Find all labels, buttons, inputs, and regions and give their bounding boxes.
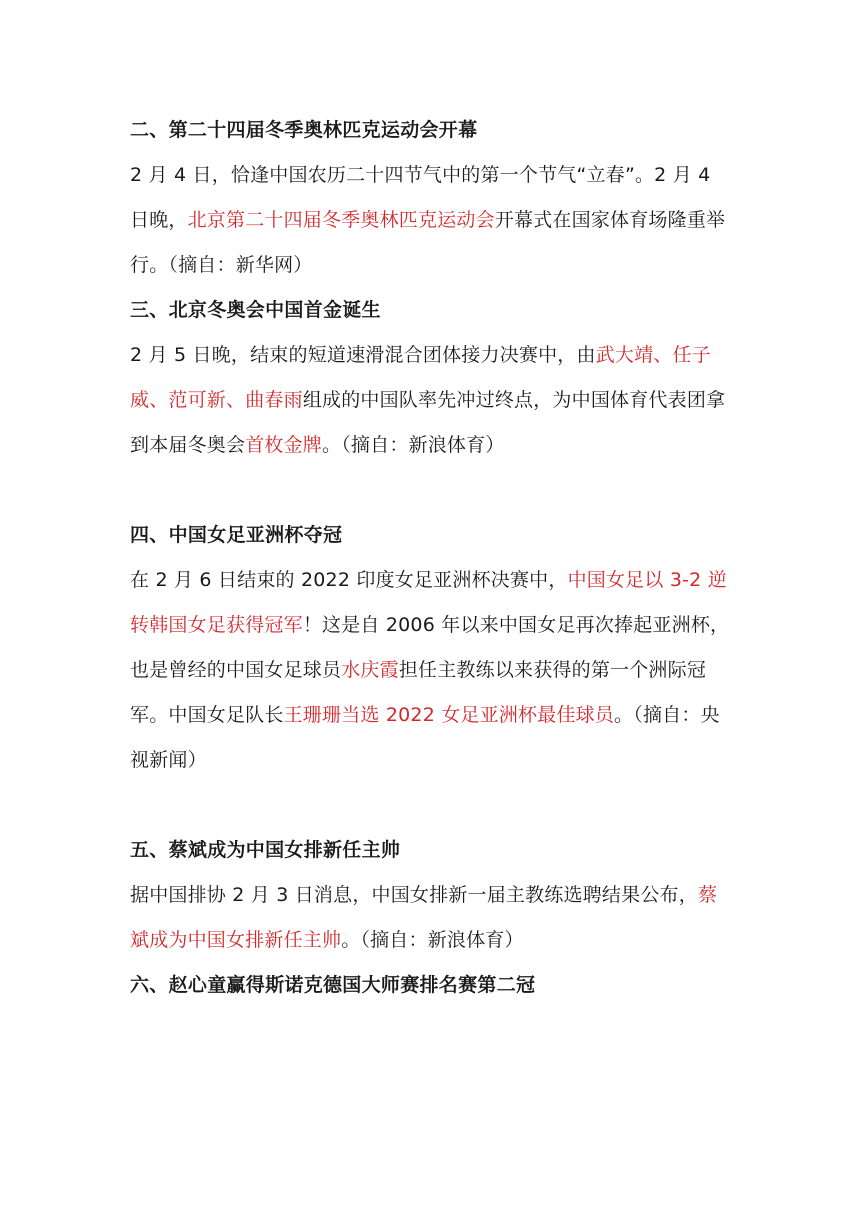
- highlight-text: 中国女足以 3-2 逆转韩国女足获得冠军: [130, 569, 727, 636]
- document-content: [130, 108, 730, 1008]
- section-paragraph-4: [130, 558, 730, 783]
- blank-line: [130, 783, 730, 828]
- highlight-text: 北京第二十四届冬季奥林匹克运动会: [187, 209, 495, 231]
- text-run: 。（摘自：新浪体育）: [341, 929, 524, 951]
- section-heading-4: 四、中国女足亚洲杯夺冠: [130, 524, 343, 546]
- text-run: 。（摘自：新浪体育）: [322, 434, 505, 456]
- text-run: 2 月 5 日晚，结束的短道速滑混合团体接力决赛中，由: [130, 344, 596, 366]
- section-heading-2: 二、第二十四届冬季奥林匹克运动会开幕: [130, 119, 478, 141]
- text-run: 。（摘自：央视新闻）: [130, 704, 720, 771]
- text-run: 据中国排协 2 月 3 日消息，中国女排新一届主教练选聘结果公布，: [130, 884, 698, 906]
- section-paragraph-3: [130, 333, 730, 468]
- highlight-text: 武大靖、任子威、范可新、曲春雨: [130, 344, 711, 411]
- highlight-text: 王珊珊当选 2022 女足亚洲杯最佳球员: [283, 704, 615, 726]
- text-run: 担任主教练以来获得的第一个洲际冠军。中国女足队长: [130, 659, 707, 726]
- section-heading-5: 五、蔡斌成为中国女排新任主帅: [130, 839, 401, 861]
- text-run: 在 2 月 6 日结束的 2022 印度女足亚洲杯决赛中，: [130, 569, 568, 591]
- section-paragraph-2: [130, 153, 730, 288]
- blank-line: [130, 468, 730, 513]
- section-paragraph-5: [130, 873, 730, 963]
- highlight-text: 水庆霞: [341, 659, 399, 681]
- text-run: 2 月 4 日，恰逢中国农历二十四节气中的第一个节气“立春”。2 月 4 日晚，: [130, 164, 711, 231]
- text-run: ！这是自 2006 年以来中国女足再次捧起亚洲杯，也是曾经的中国女足球员: [130, 614, 730, 681]
- text-run: 开幕式在国家体育场隆重举行。（摘自：新华网）: [130, 209, 726, 276]
- text-run: 组成的中国队率先冲过终点，为中国体育代表团拿到本届冬奥会: [130, 389, 726, 456]
- highlight-text: 蔡斌成为中国女排新任主帅: [130, 884, 718, 951]
- section-heading-6: 六、赵心童赢得斯诺克德国大师赛排名赛第二冠: [130, 974, 536, 996]
- section-heading-3: 三、北京冬奥会中国首金诞生: [130, 299, 381, 321]
- highlight-text: 首枚金牌: [245, 434, 323, 456]
